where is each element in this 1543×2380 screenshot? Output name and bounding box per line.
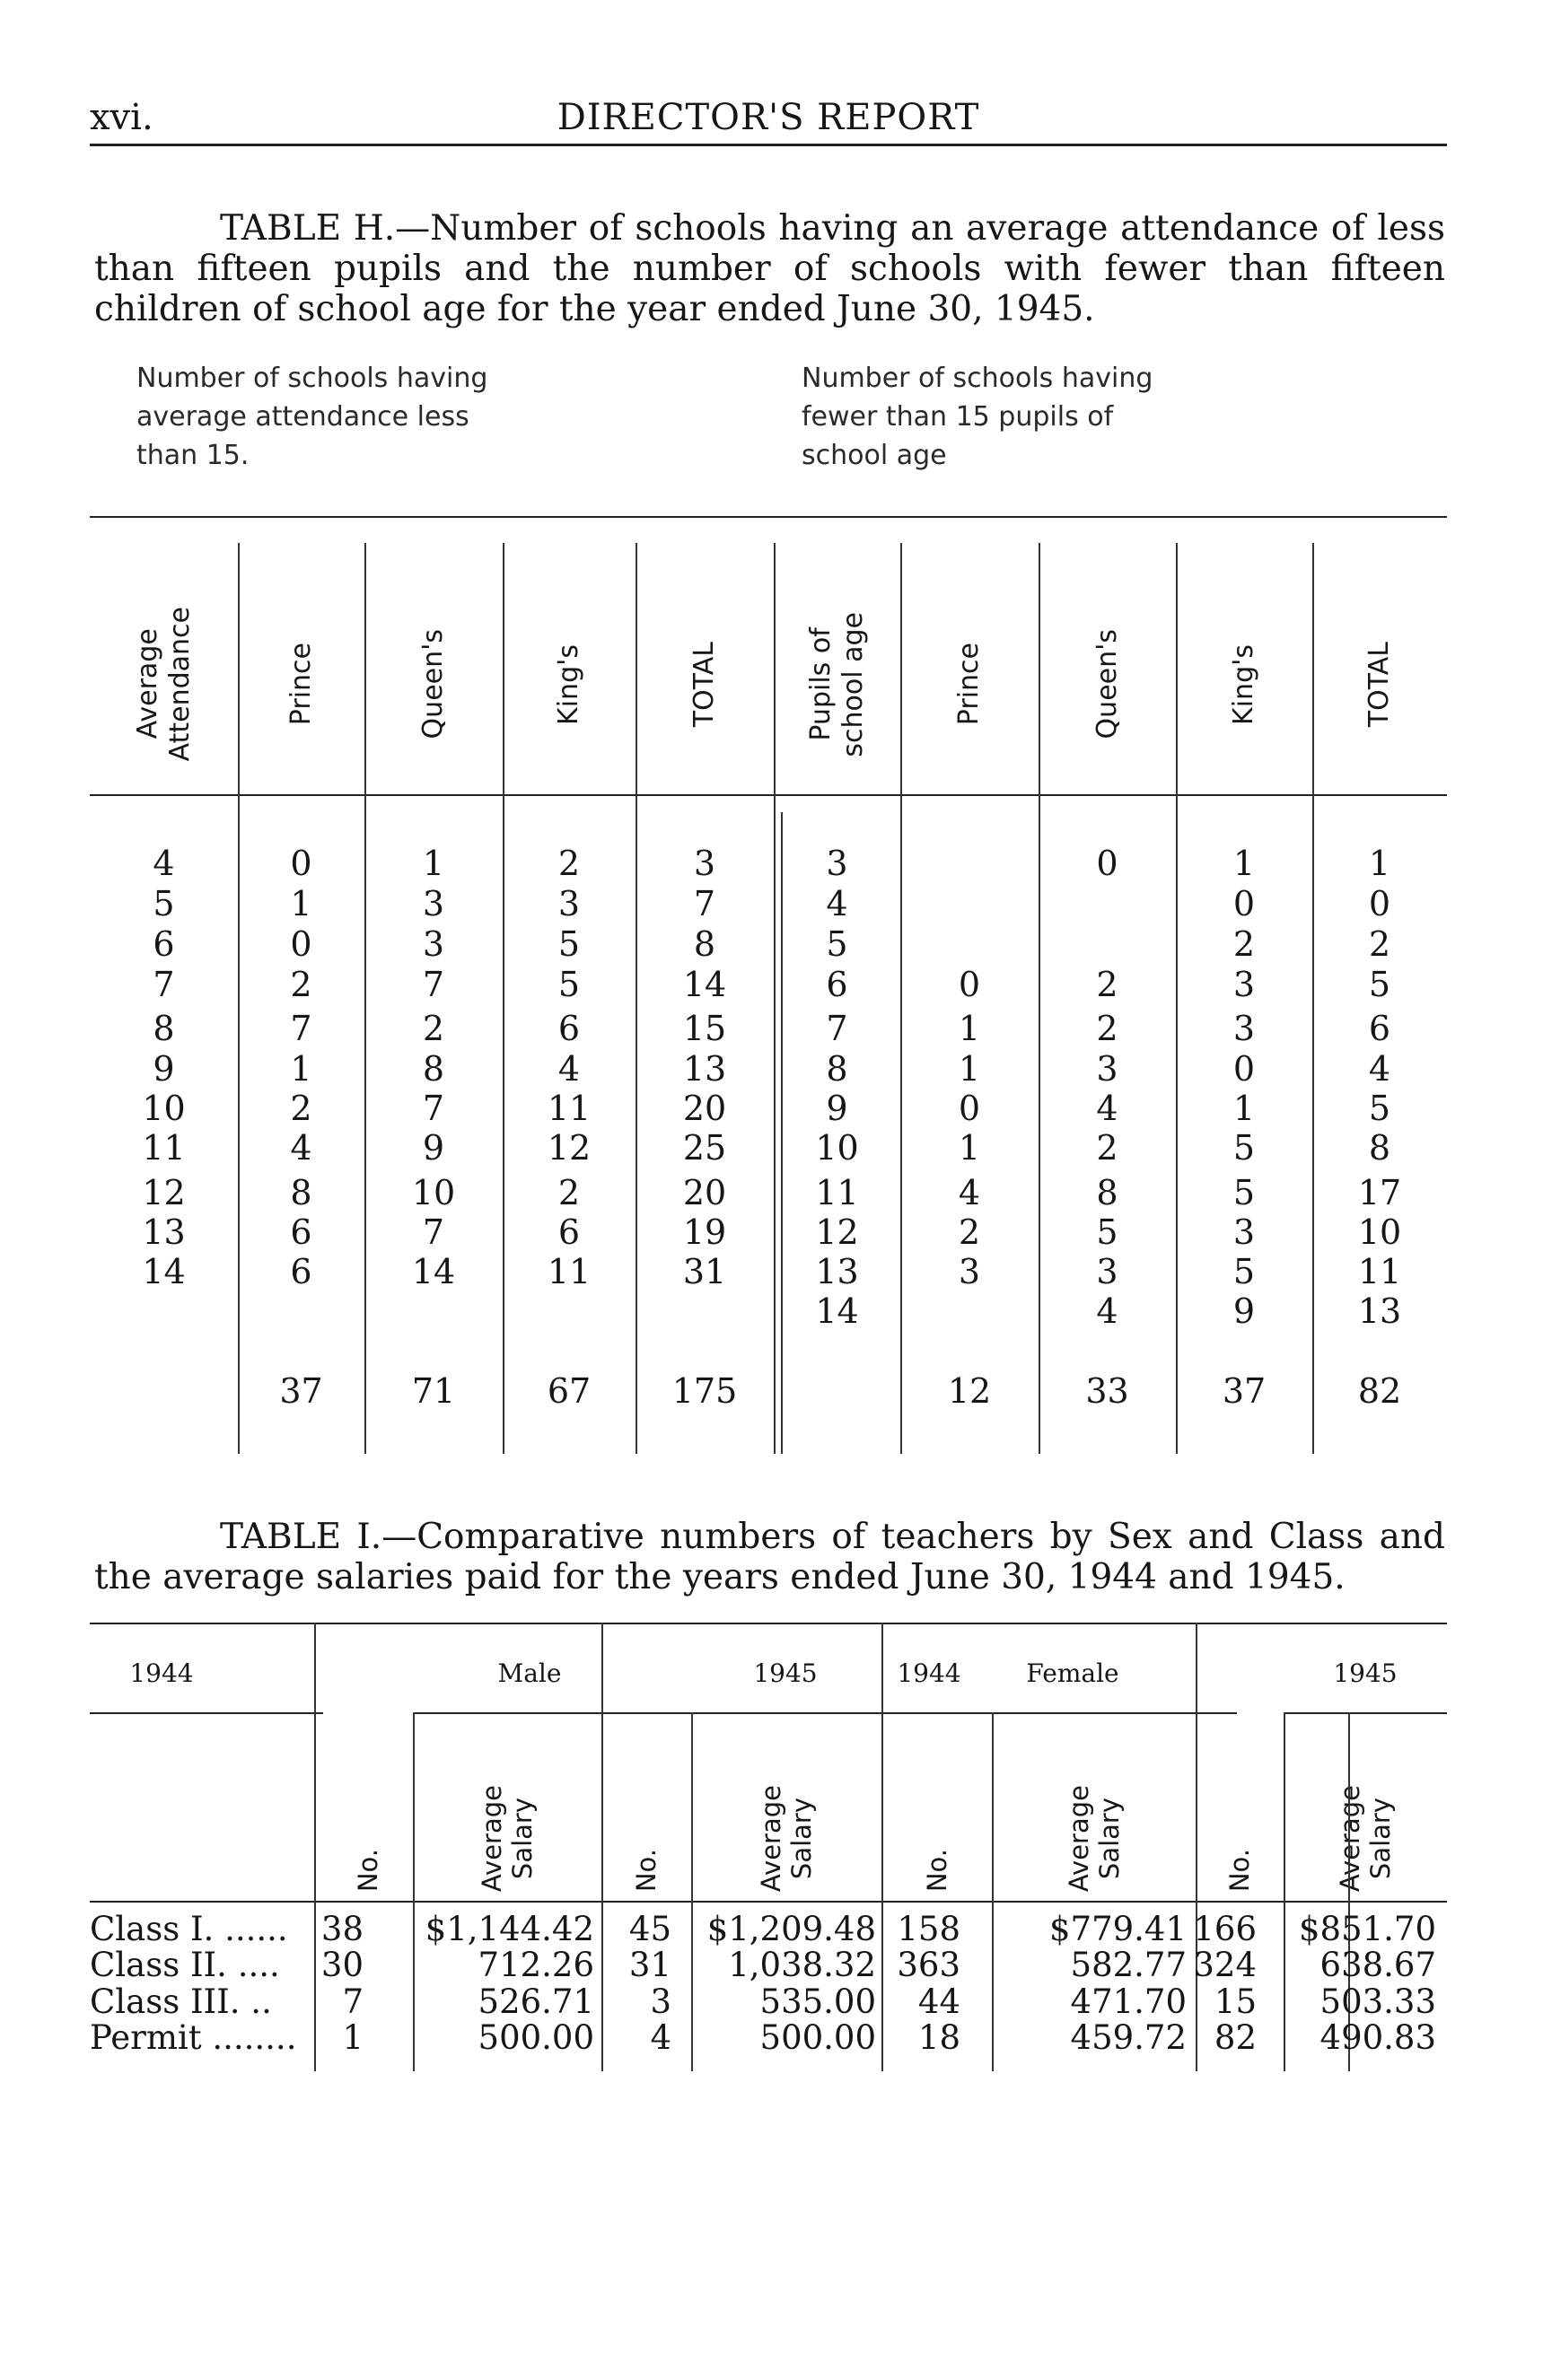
- table-h-top-rule: [90, 516, 1447, 518]
- table-h-col-header-label: TOTAL: [1363, 641, 1395, 728]
- table-i-cell: 31: [628, 1946, 671, 1984]
- table-h-cell: 0: [958, 1089, 981, 1128]
- table-i-row: [90, 2020, 1447, 2056]
- table-h-cell: [636, 1291, 774, 1331]
- table-i-cell: 4: [650, 2018, 671, 2057]
- table-h-row: [90, 1212, 1447, 1252]
- table-i-cell: 503.33: [1319, 1982, 1436, 2021]
- table-i-sub-header: [992, 1721, 1196, 1892]
- table-h-cell: 1: [1232, 1089, 1256, 1128]
- table-h-col-header: [900, 588, 1039, 781]
- table-h-cell: 2: [557, 1173, 581, 1212]
- table-i-sub-header-label: Average Salary: [756, 1784, 817, 1892]
- table-h-cell: [238, 1291, 364, 1331]
- table-h-col-header: [90, 588, 238, 781]
- table-h-total-cell: [774, 1371, 900, 1411]
- table-h-cell: 6: [153, 924, 175, 964]
- table-h-right-heading: Number of schools having fewer than 15 pupils of school age: [802, 363, 1153, 471]
- table-h-cell: 10: [411, 1173, 456, 1212]
- table-h-cell: 6: [557, 1009, 581, 1048]
- table-i-head-1944-female: 1944: [897, 1658, 961, 1688]
- table-h-cell: 2: [422, 1009, 445, 1048]
- table-h-cell: 10: [142, 1089, 186, 1128]
- table-h-col-header-label: Average Attendance: [131, 607, 196, 762]
- table-h-col-header-label: TOTAL: [688, 641, 720, 728]
- table-h-cell: 15: [682, 1009, 727, 1048]
- table-h-caption: TABLE H.—Number of schools having an average attendance of less than fifteen pupils and the number of schools with fewer than fifteen children of school age for the year ended June 30, 1945.: [94, 208, 1445, 329]
- table-h-cell: [364, 1291, 503, 1331]
- table-h-cell: 6: [557, 1212, 581, 1252]
- table-h-cell: 2: [1096, 1128, 1118, 1168]
- table-i-cell: 582.77: [1070, 1946, 1187, 1984]
- table-h-cell: 17: [1357, 1173, 1402, 1212]
- table-h-row: [90, 924, 1447, 964]
- table-h-row: [90, 1291, 1447, 1331]
- table-h-cell: 2: [557, 844, 581, 883]
- table-h-cell: 20: [682, 1173, 727, 1212]
- table-h-cell: 14: [142, 1252, 186, 1291]
- table-i-cell: 324: [1193, 1946, 1257, 1984]
- table-h-cell: [900, 884, 1039, 923]
- table-h-total-cell: [90, 1371, 238, 1411]
- table-i-cell: 471.70: [1070, 1982, 1187, 2021]
- table-h-cell: 9: [422, 1128, 445, 1168]
- table-h-cell: 19: [682, 1212, 727, 1252]
- table-h-cell: 8: [1096, 1173, 1118, 1212]
- table-i-cell: 82: [1214, 2018, 1257, 2057]
- table-h-col-header: [774, 588, 900, 781]
- table-h-cell: 12: [142, 1173, 186, 1212]
- table-i-cell: 18: [917, 2018, 960, 2057]
- table-h-cell: 13: [682, 1049, 727, 1089]
- table-h-cell: 2: [1096, 1009, 1118, 1048]
- table-h-cell: 8: [1368, 1128, 1391, 1168]
- table-h-total-cell: 82: [1357, 1371, 1402, 1411]
- table-i-cell: 490.83: [1319, 2018, 1436, 2057]
- table-h-total-cell: 71: [411, 1371, 456, 1411]
- table-h-col-header: [1039, 588, 1176, 781]
- table-h-total-cell: 175: [671, 1371, 738, 1411]
- table-h-cell: 2: [1096, 965, 1118, 1004]
- table-h-cell: 2: [290, 965, 312, 1004]
- table-h-cell: 5: [557, 924, 581, 964]
- table-i-sub-header: [323, 1721, 413, 1892]
- table-h-col-header-label: King's: [1228, 643, 1259, 725]
- page-header: [90, 97, 1447, 146]
- table-h-col-header: [238, 588, 364, 781]
- table-h-col-header-label: King's: [553, 643, 584, 725]
- table-i-cell: 44: [917, 1982, 960, 2021]
- table-h-cell: 0: [1232, 1049, 1256, 1089]
- table-h-total-cell: 37: [279, 1371, 323, 1411]
- table-h-cell: 10: [1357, 1212, 1402, 1252]
- table-i-top-rule: [90, 1623, 1447, 1624]
- table-h-cell: 8: [153, 1009, 175, 1048]
- table-i-sub-header: [1284, 1721, 1447, 1892]
- table-h-cell: 5: [153, 884, 175, 923]
- table-h-cell: 5: [1368, 1089, 1391, 1128]
- table-h-cell: 3: [1232, 1009, 1256, 1048]
- table-i-rule-1944-male: [90, 1712, 323, 1714]
- table-h-row: [90, 1009, 1447, 1048]
- page-number: xvi.: [90, 97, 153, 138]
- table-i-cell: 30: [320, 1946, 364, 1984]
- table-i-row-label: Class III. ..: [90, 1984, 272, 2020]
- table-h-row: [90, 844, 1447, 883]
- table-h-total-cell: 37: [1222, 1371, 1267, 1411]
- table-h-cell: 7: [422, 1212, 445, 1252]
- table-i-sub-header-label: Average Salary: [477, 1784, 538, 1892]
- table-h-cell: 8: [826, 1049, 848, 1089]
- table-h-cell: 5: [1232, 1173, 1256, 1212]
- table-i-sub-header-label: No.: [631, 1848, 662, 1892]
- table-h-cell: 2: [958, 1212, 981, 1252]
- table-i-sub-header: [881, 1721, 992, 1892]
- table-i-sub-header-label: No.: [1224, 1848, 1255, 1892]
- table-h-cell: 1: [958, 1128, 981, 1168]
- table-h-cell: 11: [547, 1089, 592, 1128]
- table-i-sub-header-label: Average Salary: [1063, 1784, 1125, 1892]
- table-h-cell: 7: [290, 1009, 312, 1048]
- table-h-cell: 8: [422, 1049, 445, 1089]
- table-i-cell: 7: [342, 1982, 364, 2021]
- table-h-header-rule: [90, 794, 1447, 796]
- table-h-cell: 4: [958, 1173, 981, 1212]
- table-h-col-header: [364, 588, 503, 781]
- table-i-sub-header: [691, 1721, 881, 1892]
- table-h-cell: 8: [290, 1173, 312, 1212]
- table-h-cell: 3: [422, 884, 445, 923]
- table-h-cell: 13: [815, 1252, 859, 1291]
- table-h-cell: [1039, 884, 1176, 923]
- table-h-totals-row: [90, 1371, 1447, 1411]
- table-i-cell: 459.72: [1070, 2018, 1187, 2057]
- table-i-row-label: Permit ........: [90, 2020, 297, 2056]
- table-h-cell: 8: [693, 924, 716, 964]
- table-h-cell: 4: [1096, 1089, 1118, 1128]
- table-i-cell: 1,038.32: [728, 1946, 876, 1984]
- table-h-cell: 31: [682, 1252, 727, 1291]
- table-i-cell: 363: [897, 1946, 960, 1984]
- table-i-cell: 712.26: [478, 1946, 594, 1984]
- table-i-cell: 535.00: [759, 1982, 876, 2021]
- table-h-cell: 1: [1368, 844, 1391, 883]
- table-h-cell: 11: [547, 1252, 592, 1291]
- table-i-cell: 500.00: [759, 2018, 876, 2057]
- table-i-sub-header-label: Average Salary: [1335, 1784, 1396, 1892]
- table-h-row: [90, 1049, 1447, 1089]
- table-h-cell: 3: [1232, 965, 1256, 1004]
- table-i-cell: 45: [628, 1910, 671, 1948]
- table-h-cell: 6: [826, 965, 848, 1004]
- table-h-cell: 6: [290, 1212, 312, 1252]
- table-h-cell: 7: [153, 965, 175, 1004]
- table-h-cell: 7: [826, 1009, 848, 1048]
- table-h-cell: [1039, 924, 1176, 964]
- table-h-row: [90, 1252, 1447, 1291]
- table-h-cell: 0: [1096, 844, 1118, 883]
- table-h-cell: 3: [557, 884, 581, 923]
- table-h-row: [90, 1173, 1447, 1212]
- table-i-row-label: Class II. ....: [90, 1947, 280, 1983]
- table-h-cell: 7: [422, 1089, 445, 1128]
- table-h: [90, 516, 1447, 1454]
- table-h-total-cell: 12: [947, 1371, 992, 1411]
- table-h-col-header: [1176, 588, 1312, 781]
- table-h-cell: 9: [826, 1089, 848, 1128]
- table-h-cell: 14: [682, 965, 727, 1004]
- table-i-cell: 158: [897, 1910, 960, 1948]
- table-i-rule-1945-female: [1284, 1712, 1447, 1714]
- table-h-cell: 3: [1232, 1212, 1256, 1252]
- table-h-cell: 5: [826, 924, 848, 964]
- table-h-cell: 5: [1096, 1212, 1118, 1252]
- table-i-cell: $851.70: [1298, 1910, 1436, 1948]
- table-h-cell: 3: [422, 924, 445, 964]
- table-h-cell: 1: [1232, 844, 1256, 883]
- table-i-head-male: Male: [497, 1658, 562, 1688]
- table-h-col-header-label: Prince: [953, 643, 985, 726]
- table-i-cell: 38: [320, 1910, 364, 1948]
- table-h-cell: 9: [153, 1049, 175, 1089]
- table-i-cell: 526.71: [478, 1982, 594, 2021]
- table-h-cell: 12: [815, 1212, 859, 1252]
- table-h-cell: 3: [826, 844, 848, 883]
- table-h-col-header-label: Queen's: [1091, 629, 1123, 739]
- table-h-cell: 1: [290, 1049, 312, 1089]
- table-h-cell: 20: [682, 1089, 727, 1128]
- table-h-total-cell: 33: [1085, 1371, 1129, 1411]
- table-i-caption: TABLE I.—Comparative numbers of teachers by Sex and Class and the average salaries paid for the years ended June 30, 1944 and 1945.: [94, 1517, 1445, 1597]
- table-h-cell: 13: [1357, 1291, 1402, 1331]
- table-h-cell: 0: [958, 965, 981, 1004]
- table-i-cell: 1: [342, 2018, 364, 2057]
- table-h-cell: 2: [1368, 924, 1391, 964]
- table-i-header-rule: [90, 1901, 1447, 1903]
- table-h-row: [90, 884, 1447, 923]
- table-i-row: [90, 1912, 1447, 1947]
- table-h-col-header-label: Pupils of school age: [804, 611, 869, 757]
- table-h-cell: 5: [1232, 1252, 1256, 1291]
- table-h-col-header: [636, 588, 774, 781]
- table-h-cell: 11: [142, 1128, 186, 1168]
- table-i-sub-header: [413, 1721, 601, 1892]
- table-h-cell: 25: [682, 1128, 727, 1168]
- table-h-cell: 2: [290, 1089, 312, 1128]
- table-i-cell: 638.67: [1319, 1946, 1436, 1984]
- table-h-cell: 4: [290, 1128, 312, 1168]
- table-h-cell: 7: [693, 884, 716, 923]
- table-h-col-header-label: Prince: [285, 643, 317, 726]
- table-i-sub-header: [601, 1721, 691, 1892]
- table-h-row: [90, 1089, 1447, 1128]
- table-h-cell: 13: [142, 1212, 186, 1252]
- table-h-cell: [900, 924, 1039, 964]
- table-h-cell: 11: [1357, 1252, 1402, 1291]
- table-i-cell: 3: [650, 1982, 671, 2021]
- table-h-col-header: [1312, 588, 1447, 781]
- table-h-cell: 3: [1096, 1252, 1118, 1291]
- table-h-cell: 5: [1232, 1128, 1256, 1168]
- table-h-cell: 14: [411, 1252, 456, 1291]
- table-i-head-1945-female: 1945: [1333, 1658, 1398, 1688]
- table-i-cell: $1,209.48: [706, 1910, 876, 1948]
- table-i-head-1944-male: 1944: [129, 1658, 194, 1688]
- table-i-cell: 15: [1214, 1982, 1257, 2021]
- table-h-cell: 4: [557, 1049, 581, 1089]
- table-h-cell: 2: [1232, 924, 1256, 964]
- table-h-cell: 10: [815, 1128, 859, 1168]
- table-i-row-label: Class I. ......: [90, 1912, 288, 1947]
- table-h-cell: 9: [1232, 1291, 1256, 1331]
- table-h-cell: 6: [290, 1252, 312, 1291]
- table-h-col-header-label: Queen's: [417, 629, 449, 739]
- table-i-sub-header: [1196, 1721, 1284, 1892]
- table-i-row: [90, 1984, 1447, 2020]
- table-h-cell: 1: [958, 1049, 981, 1089]
- table-i: [90, 1623, 1447, 2071]
- table-h-cell: [900, 1291, 1039, 1331]
- table-h-cell: 4: [1368, 1049, 1391, 1089]
- table-h-cell: [900, 844, 1039, 883]
- table-i-cell: 500.00: [478, 2018, 594, 2057]
- table-h-cell: 6: [1368, 1009, 1391, 1048]
- table-i-head-1945-male: 1945: [753, 1658, 818, 1688]
- table-h-cell: 0: [1368, 884, 1391, 923]
- table-h-total-cell: 67: [547, 1371, 592, 1411]
- table-h-cell: 3: [1096, 1049, 1118, 1089]
- table-h-cell: 5: [557, 965, 581, 1004]
- table-h-cell: 4: [826, 884, 848, 923]
- table-h-cell: 3: [958, 1252, 981, 1291]
- table-h-cell: 1: [422, 844, 445, 883]
- table-h-cell: 1: [958, 1009, 981, 1048]
- table-i-cell: $1,144.42: [425, 1910, 594, 1948]
- table-i-sub-header-label: No.: [921, 1848, 952, 1892]
- table-h-cell: 4: [153, 844, 175, 883]
- running-title: DIRECTOR'S REPORT: [557, 97, 980, 138]
- table-h-cell: 0: [1232, 884, 1256, 923]
- table-h-cell: 1: [290, 884, 312, 923]
- table-h-cell: 0: [290, 924, 312, 964]
- table-i-sub-header-label: No.: [353, 1848, 383, 1892]
- table-h-row: [90, 1128, 1447, 1168]
- table-h-cell: 4: [1096, 1291, 1118, 1331]
- table-h-cell: 12: [547, 1128, 592, 1168]
- table-h-cell: 14: [815, 1291, 859, 1331]
- table-i-cell: $779.41: [1048, 1910, 1187, 1948]
- table-h-cell: 0: [290, 844, 312, 883]
- table-h-col-header: [503, 588, 636, 781]
- table-h-row: [90, 965, 1447, 1004]
- table-i-rule-mid: [413, 1712, 1237, 1714]
- table-h-cell: 7: [422, 965, 445, 1004]
- table-h-cell: [503, 1291, 636, 1331]
- table-i-row: [90, 1947, 1447, 1983]
- table-i-head-female: Female: [1026, 1658, 1119, 1688]
- table-h-cell: 11: [815, 1173, 859, 1212]
- table-i-cell: 166: [1193, 1910, 1257, 1948]
- table-h-cell: [90, 1291, 238, 1331]
- table-h-cell: 3: [693, 844, 716, 883]
- table-h-cell: 5: [1368, 965, 1391, 1004]
- table-h-left-heading: Number of schools having average attendance less than 15.: [136, 363, 488, 471]
